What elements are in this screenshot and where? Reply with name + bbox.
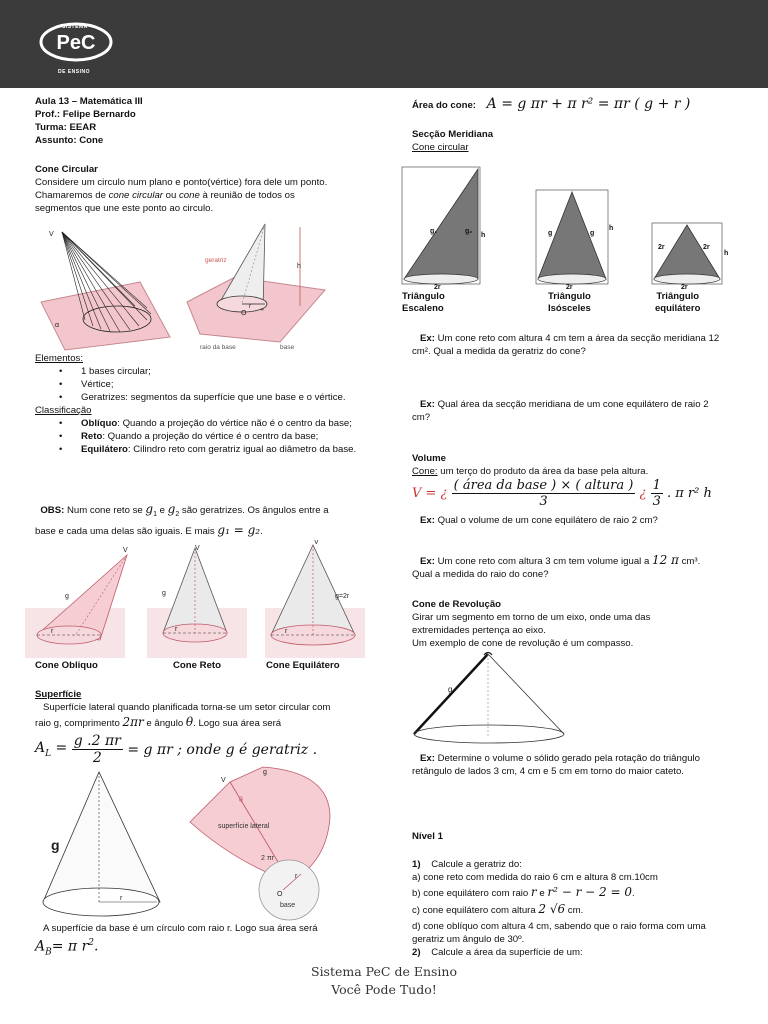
label-2pir: 2 πr [261,855,274,862]
label-o: O [277,891,283,898]
label-g: g [448,685,453,694]
revolucao-section: Cone de Revolução Girar um segmento em torno de um eixo, onde uma das extremidades pertença ao eixo. Um exemplo de cone de revolução é um compasso. [412,598,757,650]
label-g2r: g=2r [335,593,350,600]
formula-area-lateral: $A_L$ = $\frac{g .2 \pi r}{2}$ = g πr ; onde g é geratriz . [35,733,318,766]
nivel-1-questions: 1) Calcule a geratriz do: a) cone reto com medida do raio 6 cm e altura 8 cm.10cm b) cone equilátero com raio r e r² − r − 2 = 0. c) cone equilátero com altura 2 √6 cm. d) cone oblíquo com altura 4 cm, sabendo que o raio forma com uma geratriz um ângulo de 30º. 2) Calcule a área da superfície de um: [412,859,706,958]
classificacao-title: Classificação [35,405,92,416]
example-4: Ex: Um cone reto com altura 3 cm tem volume igual a 12 π cm³. Qual a medida do raio do cone? [412,553,701,580]
volume-title: Volume [412,453,446,464]
seccao-subtitle: Cone circular [412,142,469,153]
label-v: V [195,545,200,552]
cone-types-figure [25,540,365,658]
list-item: • 1 bases circular; [35,365,365,378]
superficie-figure [35,762,365,922]
label-h: h [481,232,486,239]
list-item: • Reto: Quando a projeção do vértice é o centro da base; [35,430,365,443]
label-g-small: g [263,769,267,776]
base-section: A superfície da base é um círculo com raio r. Logo sua área será $A_B= \pi$ $r^2$. [35,922,375,957]
elementos-list [35,365,365,404]
label-r: r [51,628,54,635]
svg-text:PeC: PeC [56,32,96,54]
label-2r: 2r [681,284,688,290]
label-r: r [175,626,178,633]
label-r: r [120,895,123,902]
label-h: h [724,250,729,257]
label-g: g [590,230,595,237]
caption-isosceles: Triângulo Isósceles [548,291,591,314]
label-2r: 2r [703,244,710,251]
example-1: Ex: Um cone reto com altura 4 cm tem a área da secção meridiana 12 cm². Qual a medida da geratriz do cone? [412,333,720,357]
revolucao-title: Cone de Revolução [412,599,502,610]
caption-cone-obliquo: Cone Obliquo [35,660,98,671]
formula-area-base: $A_B= \pi$ $r^2$. [35,938,99,958]
label-base: base [280,902,296,909]
label-sup-lat: superfície lateral [218,823,270,830]
caption-cone-equilatero: Cone Equilátero [266,660,340,671]
seccao-section [412,128,493,154]
label-base: base [280,344,295,351]
label-alpha: α [55,322,60,329]
meta-line: Assunto: Cone [35,135,104,146]
label-raio-base: raio da base [200,344,236,351]
example-2: Ex: Qual área da secção meridiana de um cone equilátero de raio 2 cm? [412,399,709,423]
superficie-title: Superfície [35,689,82,700]
formula-volume: V = ¿ ( área da base ) × ( altura ) 3 ¿ $\frac{1}{3}$ . π r² h [412,478,712,509]
meta-line: Prof.: Felipe Bernardo [35,109,136,120]
label-g1: g₁ [430,228,438,235]
cone-circular-section [35,163,375,215]
label-g: g [162,590,166,597]
superficie-section: Superfície Superfície lateral quando planificada torna-se um setor circular com raio g, comprimento 2πr e ângulo θ. Logo sua área será [35,688,370,730]
cone-figure-1 [35,222,335,352]
label-2r: 2r [566,284,573,290]
seccao-figure [400,165,740,290]
logo-de-ensino: DE ENSINO [58,69,91,75]
caption-cone-reto: Cone Reto [173,660,221,671]
classificacao-list [35,417,365,456]
elementos-section [35,352,365,456]
paragraph-line: Chamaremos de cone circular ou cone à reunião de todos os [35,190,295,201]
label-2r: 2r [434,284,441,290]
paragraph-line: Considere um circulo num plano e ponto(vértice) fora dele um ponto. [35,177,328,188]
label-o: O [241,310,247,317]
elementos-title: Elementos: [35,353,83,364]
footer-line-1: Sistema PeC de Ensino [311,964,457,979]
label-theta: θ [239,797,243,804]
list-item: • Vértice; [35,378,365,391]
label-v: V [221,777,226,784]
label-r: r [249,304,251,310]
footer-line-2: Você Pode Tudo! [331,982,437,997]
seccao-title: Secção Meridiana [412,129,494,140]
list-item: • Equilátero: Cilindro reto com geratriz igual ao diâmetro da base. [35,443,365,456]
label-g: g [548,230,553,237]
list-item: • Geratrizes: segmentos da superfície que une base e o vértice. [35,391,365,404]
formula-area-cone: A = g πr + π r² = πr ( g + r ) [486,96,691,112]
label-g2: g₂ [465,228,473,235]
label-h: h [297,263,301,270]
caption-escaleno: Triângulo Escaleno [402,291,445,314]
label-r: r [285,628,288,635]
label-r-small: r [295,873,298,880]
nivel-title: Nível 1 [412,831,443,842]
logo-sistema: SISTEMA [62,24,88,30]
paragraph-line: segmentos que une este ponto ao circulo. [35,203,214,214]
label-2r: 2r [658,244,665,251]
meta-line: Aula 13 – Matemática III [35,96,143,107]
caption-equilatero: Triângulo equilátero [655,291,701,314]
list-item: • Oblíquo: Quando a projeção do vértice não é o centro da base; [35,417,365,430]
label-v: V [123,547,128,554]
meta-line: Turma: EEAR [35,122,97,133]
label-v: V [314,540,319,546]
example-5: Ex: Determine o volume o sólido gerado pela rotação do triângulo retângulo de lados 3 cm, 4 cm e 5 cm em torno do maior cateto. [412,753,700,777]
lesson-meta [35,95,375,147]
example-3: Ex: Qual o volume de um cone equilátero de raio 2 cm? [420,515,658,526]
area-cone-row: Área do cone: A = g πr + π r² = πr ( g + r ) [412,96,691,112]
label-v: V [49,231,54,238]
revolution-cone-figure [412,650,592,750]
label-g: g [51,837,60,853]
obs-section: OBS: Num cone reto se $g_1$ e $g_2$ são geratrizes. Os ângulos entre a base e cada uma delas são iguais. E mais g₁ = g₂. [35,502,329,537]
volume-section: Volume Cone: um terço do produto da área da base pela altura. [412,452,757,478]
label-h: h [609,225,614,232]
header-bar [0,0,768,88]
section-title: Cone Circular [35,164,98,175]
label-geratriz: geratriz [205,257,227,264]
label-g: g [65,593,69,600]
